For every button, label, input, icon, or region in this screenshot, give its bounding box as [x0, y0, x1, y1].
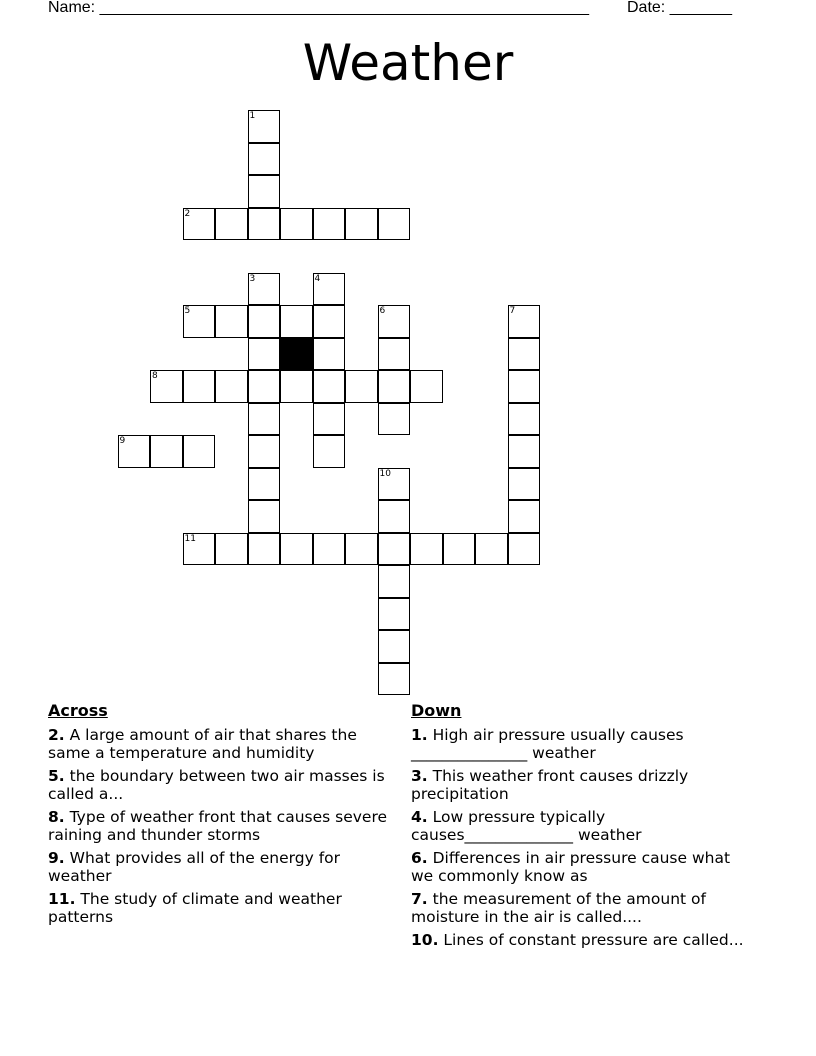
crossword-cell[interactable] — [313, 533, 346, 566]
crossword-cell[interactable] — [248, 175, 281, 208]
crossword-cell[interactable] — [248, 403, 281, 436]
clue-item-text: Low pressure typically causes______________ weather — [411, 808, 642, 844]
crossword-cell[interactable] — [313, 305, 346, 338]
crossword-cell-5[interactable] — [183, 305, 216, 338]
crossword-cell[interactable] — [508, 500, 541, 533]
crossword-cell[interactable] — [410, 533, 443, 566]
clue-item — [411, 849, 756, 885]
crossword-cell[interactable] — [248, 208, 281, 241]
clue-number: 10 — [379, 468, 391, 479]
clue-item — [411, 808, 756, 844]
clue-number: 3 — [249, 273, 256, 284]
crossword-cell[interactable] — [280, 305, 313, 338]
crossword-cell-6[interactable] — [378, 305, 411, 338]
crossword-cell[interactable] — [248, 305, 281, 338]
crossword-cell[interactable] — [248, 533, 281, 566]
crossword-cell[interactable] — [248, 338, 281, 371]
crossword-cell[interactable] — [378, 338, 411, 371]
crossword-cell[interactable] — [215, 305, 248, 338]
crossword-cell-3[interactable] — [248, 273, 281, 306]
crossword-block — [280, 338, 313, 371]
crossword-cell[interactable] — [248, 500, 281, 533]
crossword-cell-11[interactable] — [183, 533, 216, 566]
clue-number: 2 — [184, 208, 191, 219]
clue-item — [411, 767, 756, 803]
clue-number: 5 — [184, 306, 191, 316]
crossword-cell[interactable] — [215, 533, 248, 566]
crossword-cell[interactable] — [378, 565, 411, 598]
crossword-cell-8[interactable] — [150, 370, 183, 403]
crossword-cell[interactable] — [313, 370, 346, 403]
clue-item-text: Lines of constant pressure are called... — [443, 931, 744, 949]
crossword-cell[interactable] — [313, 403, 346, 436]
clue-number: 8 — [152, 371, 158, 381]
crossword-cell[interactable] — [508, 468, 541, 501]
crossword-cell-7[interactable] — [508, 305, 541, 338]
clue-item-number: 11. — [48, 890, 76, 908]
down-clues — [411, 700, 756, 954]
crossword-cell[interactable] — [280, 370, 313, 403]
crossword-cell[interactable] — [313, 338, 346, 371]
clue-item-number: 8. — [48, 808, 65, 826]
clue-item-number: 1. — [411, 726, 428, 744]
across-clues — [48, 700, 393, 931]
clue-item — [48, 726, 393, 762]
clue-item-text: the boundary between two air masses is called a... — [48, 767, 385, 803]
crossword-cell[interactable] — [410, 370, 443, 403]
crossword-cell[interactable] — [183, 435, 216, 468]
crossword-cell[interactable] — [313, 208, 346, 241]
crossword-cell-1[interactable] — [248, 110, 281, 143]
clue-number: 11 — [184, 533, 196, 544]
crossword-cell[interactable] — [183, 370, 216, 403]
crossword-cell[interactable] — [475, 533, 508, 566]
crossword-cell[interactable] — [508, 370, 541, 403]
crossword-cell[interactable] — [248, 435, 281, 468]
clue-item — [48, 890, 393, 926]
crossword-cell[interactable] — [443, 533, 476, 566]
clue-item-text: the measurement of the amount of moisture in the air is called.... — [411, 890, 706, 926]
clue-item-number: 10. — [411, 931, 439, 949]
crossword-cell-2[interactable] — [183, 208, 216, 241]
clue-item-text: High air pressure usually causes _______________ weather — [411, 726, 684, 762]
clue-number: 7 — [509, 306, 516, 316]
clue-item — [48, 808, 393, 844]
page-title: Weather — [302, 34, 514, 92]
crossword-cell[interactable] — [508, 338, 541, 371]
crossword-cell[interactable] — [508, 435, 541, 468]
crossword-cell[interactable] — [378, 403, 411, 436]
crossword-cell[interactable] — [378, 208, 411, 241]
crossword-cell[interactable] — [378, 500, 411, 533]
crossword-cell[interactable] — [508, 403, 541, 436]
clue-item — [48, 849, 393, 885]
clue-item-text: Type of weather front that causes severe raining and thunder storms — [48, 808, 388, 844]
clue-item-text: The study of climate and weather patterns — [48, 890, 342, 926]
clue-item-number: 6. — [411, 849, 428, 867]
crossword-cell[interactable] — [378, 630, 411, 663]
crossword-cell[interactable] — [215, 370, 248, 403]
crossword-cell[interactable] — [248, 143, 281, 176]
clue-item-text: Differences in air pressure cause what we commonly know as — [411, 849, 731, 885]
clue-number: 4 — [314, 273, 321, 284]
clue-item — [411, 890, 756, 926]
clue-item — [48, 767, 393, 803]
clue-item-number: 2. — [48, 726, 65, 744]
crossword-cell[interactable] — [378, 370, 411, 403]
clue-item — [411, 726, 756, 762]
crossword-cell[interactable] — [378, 533, 411, 566]
crossword-cell[interactable] — [345, 208, 378, 241]
clue-item-text: A large amount of air that shares the same a temperature and humidity — [48, 726, 357, 762]
clue-item-number: 9. — [48, 849, 65, 867]
clue-item-number: 5. — [48, 767, 65, 785]
down-heading: Down — [411, 701, 462, 720]
clue-number: 1 — [249, 111, 256, 121]
crossword-cell[interactable] — [345, 370, 378, 403]
crossword-cell[interactable] — [508, 533, 541, 566]
crossword-cell-4[interactable] — [313, 273, 346, 306]
date-field-label[interactable]: Date: _______ — [627, 0, 732, 16]
crossword-cell[interactable] — [280, 208, 313, 241]
clue-item-text: What provides all of the energy for weather — [48, 849, 341, 885]
clue-item — [411, 931, 756, 949]
crossword-cell[interactable] — [215, 208, 248, 241]
crossword-cell[interactable] — [313, 435, 346, 468]
clue-item-number: 7. — [411, 890, 428, 908]
crossword-cell[interactable] — [378, 663, 411, 696]
crossword-cell[interactable] — [280, 533, 313, 566]
crossword-cell[interactable] — [248, 468, 281, 501]
crossword-cell[interactable] — [378, 598, 411, 631]
clue-number: 6 — [379, 306, 386, 316]
crossword-cell[interactable] — [150, 435, 183, 468]
clue-item-number: 4. — [411, 808, 428, 826]
crossword-cell-9[interactable] — [118, 435, 151, 468]
crossword-cell-10[interactable] — [378, 468, 411, 501]
clue-number: 9 — [119, 436, 126, 446]
name-field-label[interactable]: Name: _______________________________________________________ — [48, 0, 589, 16]
clue-item-number: 3. — [411, 767, 428, 785]
across-heading: Across — [48, 701, 108, 720]
crossword-cell[interactable] — [345, 533, 378, 566]
crossword-cell[interactable] — [248, 370, 281, 403]
clue-item-text: This weather front causes drizzly precipitation — [411, 767, 689, 803]
